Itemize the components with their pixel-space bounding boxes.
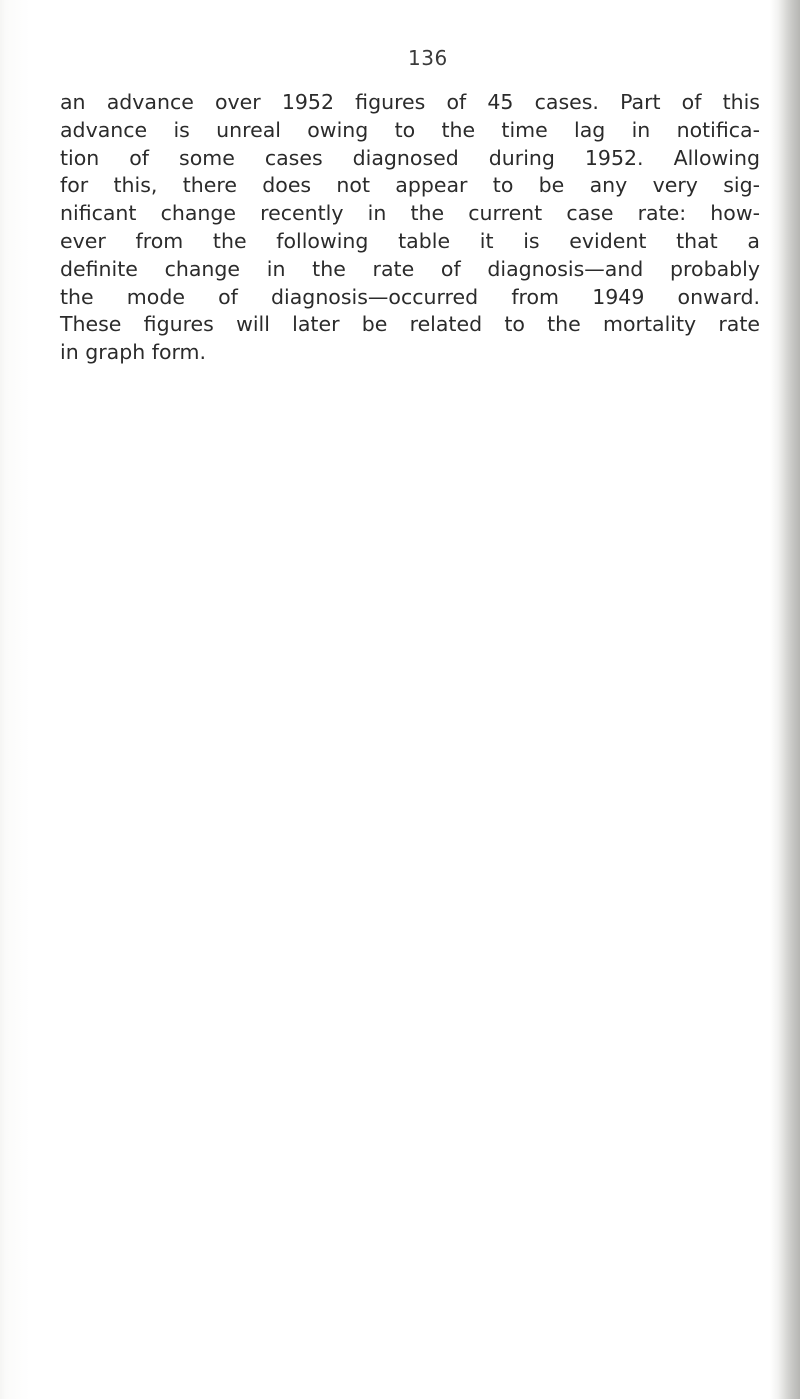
paragraph-line: in graph form. [60, 340, 207, 365]
page-number: 136 [408, 46, 448, 70]
paragraph-line: ever from the following table it is evident that a [60, 228, 760, 253]
page-edge-shadow [778, 0, 800, 1399]
paragraph-line: nificant change recently in the current case rate: how- [60, 201, 760, 226]
paragraph-line: for this, there does not appear to be any very sig- [60, 173, 760, 198]
paragraph-line: advance is unreal owing to the time lag in notifica- [60, 117, 760, 142]
paragraph-line: These figures will later be related to the mortality rate [60, 312, 760, 337]
paragraph-line: the mode of diagnosis—occurred from 1949 onward. [60, 284, 760, 309]
paragraph-line: an advance over 1952 figures of 45 cases. Part of this [60, 90, 760, 114]
paragraph-line: definite change in the rate of diagnosis—and probably [60, 256, 760, 281]
paragraph-line: tion of some cases diagnosed during 1952. Allowing [60, 145, 760, 170]
body-paragraph [60, 89, 760, 367]
